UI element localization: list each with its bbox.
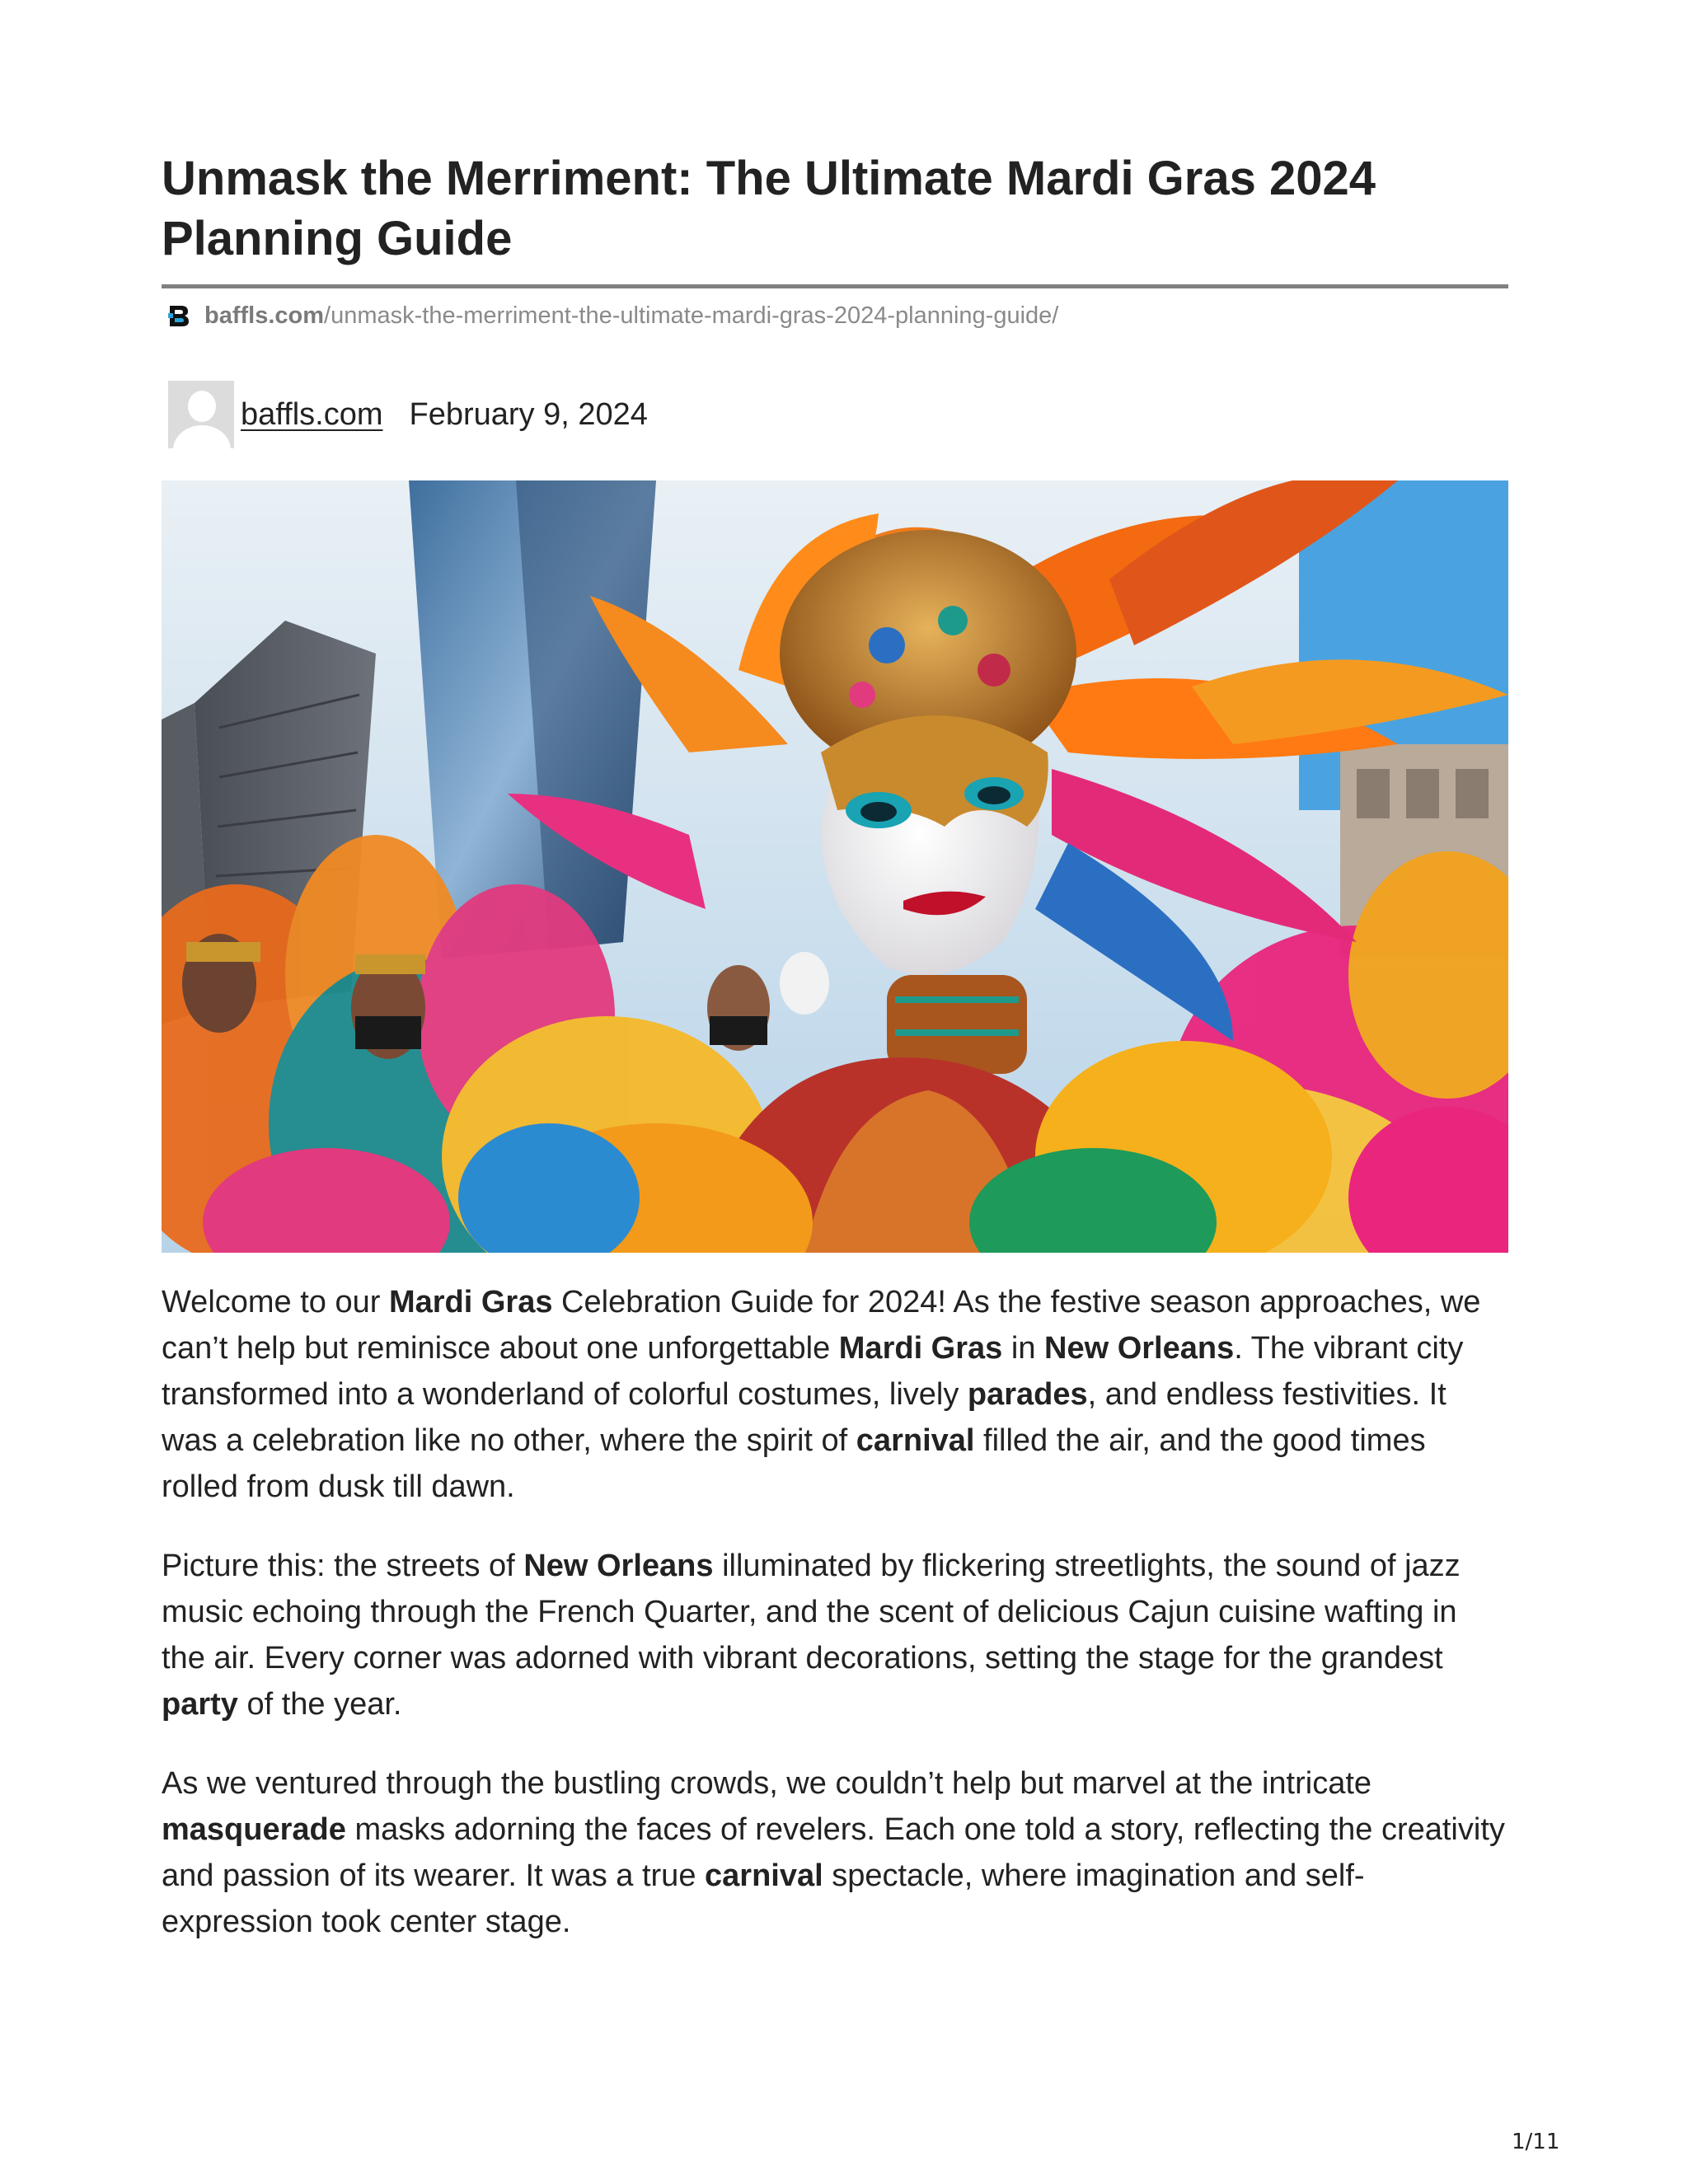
bold-keyword: parades	[967, 1377, 1088, 1412]
baffls-logo-icon	[166, 303, 191, 328]
bold-keyword: carnival	[705, 1858, 823, 1893]
bold-keyword: New Orleans	[523, 1549, 714, 1583]
bold-keyword: Mardi Gras	[838, 1331, 1003, 1366]
source-domain: baffls.com	[204, 302, 325, 329]
bold-keyword: party	[162, 1687, 238, 1722]
bold-keyword: carnival	[856, 1423, 975, 1458]
bold-keyword: New Orleans	[1044, 1331, 1235, 1366]
page-number: 1/11	[1512, 2130, 1560, 2154]
bold-keyword: masquerade	[162, 1812, 346, 1847]
author-link[interactable]: baffls.com	[241, 396, 383, 432]
paragraph-3: As we ventured through the bustling crowds, we couldn’t help but marvel at the intricate masquerade masks adorning the faces of revelers. Each one told a story, reflecting the creativity and passion of its wearer. It was a true carnival spectacle, where imagination and self-expression took center stage.	[162, 1766, 1505, 1939]
title-divider	[162, 284, 1508, 288]
paragraph-2: Picture this: the streets of New Orleans illuminated by flickering streetlights, the sound of jazz music echoing through the French Quarter, and the scent of delicious Cajun cuisine wafting in the air. Every corner was adorned with vibrant decorations, setting the stage for the grandest party of the year.	[162, 1549, 1461, 1722]
hero-image	[162, 480, 1508, 1253]
article-title: Unmask the Merriment: The Ultimate Mardi Gras 2024 Planning Guide	[162, 152, 1376, 265]
bold-keyword: Mardi Gras	[388, 1285, 553, 1319]
publish-date: February 9, 2024	[409, 396, 648, 432]
paragraph-1: Welcome to our Mardi Gras Celebration Guide for 2024! As the festive season approaches, we can’t help but reminisce about one unforgettable Mardi Gras in New Orleans. The vibrant city transformed into a wonderland of colorful costumes, lively parades, and endless festivities. It was a celebration like no other, where the spirit of carnival filled the air, and the good times rolled from dusk till dawn.	[162, 1285, 1481, 1504]
author-avatar	[168, 381, 234, 448]
source-path: /unmask-the-merriment-the-ultimate-mardi-gras-2024-planning-guide/	[324, 302, 1059, 329]
source-url[interactable]	[162, 301, 1058, 330]
byline	[168, 381, 648, 448]
article-body	[162, 1279, 1508, 1978]
